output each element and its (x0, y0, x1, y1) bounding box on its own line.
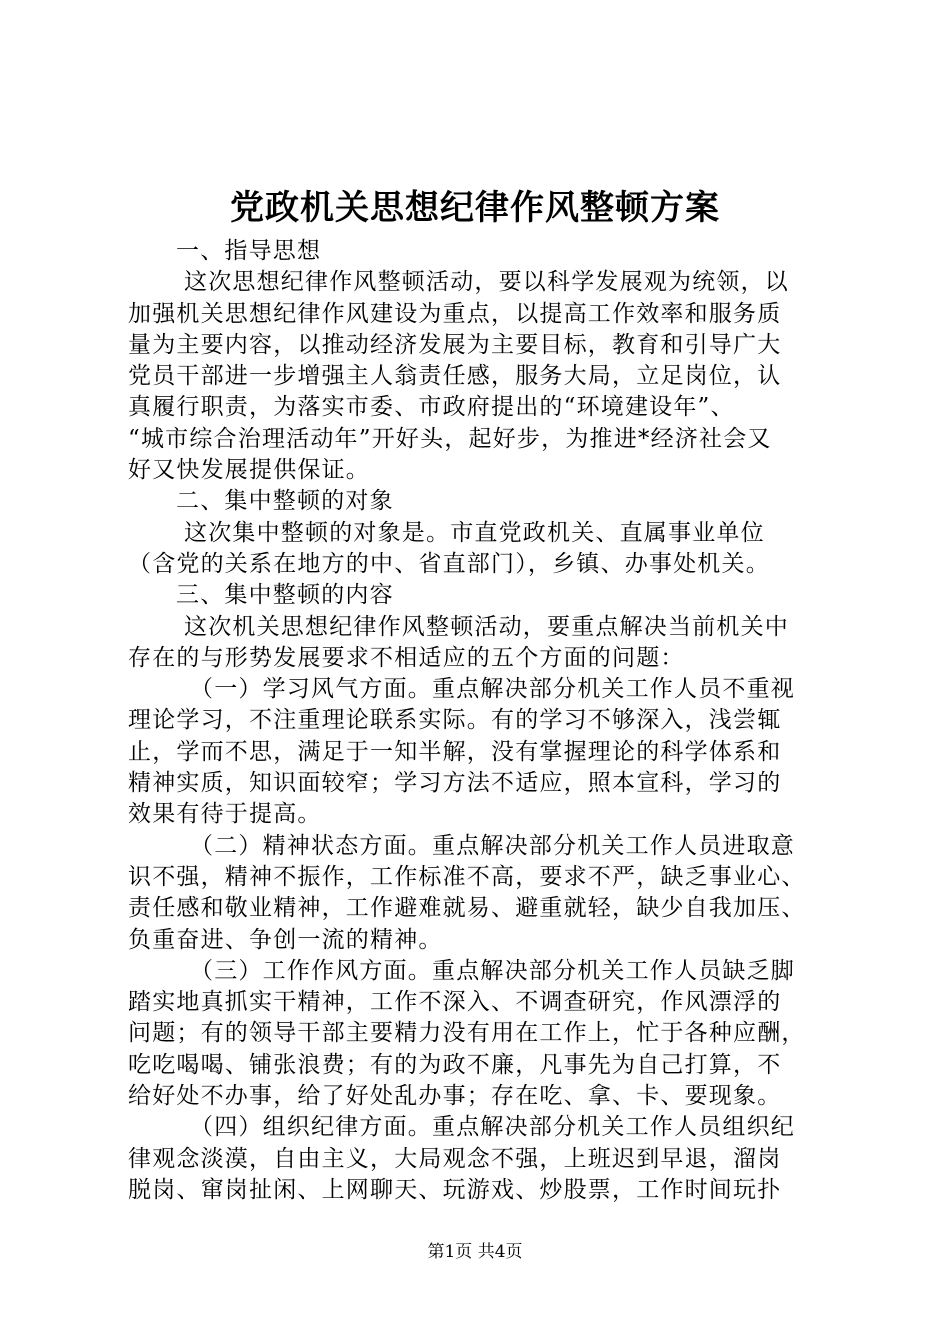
paragraph-line: 给好处不办事，给了好处乱办事；存在吃、拿、卡、要现象。 (128, 1083, 782, 1110)
paragraph-line: 这次思想纪律作风整顿活动，要以科学发展观为统领，以 (184, 269, 789, 296)
paragraph-line: 真履行职责，为落实市委、市政府提出的“环境建设年”、 (128, 394, 735, 421)
paragraph-line: 量为主要内容，以推动经济发展为主要目标，教育和引导广大 (128, 331, 782, 358)
paragraph-line: 效果有待于提高。 (128, 801, 322, 828)
paragraph-line: 负重奋进、争创一流的精神。 (128, 926, 443, 953)
page-footer: 第1页 共4页 (427, 1242, 523, 1262)
paragraph-line: “城市综合治理活动年”开好头，起好步，为推进*经济社会又 (128, 425, 772, 452)
paragraph-line: 识不强，精神不振作，工作标准不高，要求不严，缺乏事业心、 (128, 863, 806, 890)
paragraph-line: 吃吃喝喝、铺张浪费；有的为政不廉，凡事先为自己打算，不 (128, 1051, 782, 1078)
paragraph-line: 脱岗、窜岗扯闲、上网聊天、玩游戏、炒股票，工作时间玩扑 (128, 1176, 782, 1203)
paragraph-line: 止，学而不思，满足于一知半解，没有掌握理论的科学体系和 (128, 738, 782, 765)
paragraph-line: 精神实质，知识面较窄；学习方法不适应，照本宣科，学习的 (128, 770, 782, 797)
document-body (128, 236, 834, 1206)
section-heading: 二、集中整顿的对象 (176, 488, 394, 515)
paragraph-line: 踏实地真抓实干精神，工作不深入、不调查研究，作风漂浮的 (128, 989, 782, 1016)
paragraph-line: （一）学习风气方面。重点解决部分机关工作人员不重视 (190, 676, 795, 703)
paragraph-line: 加强机关思想纪律作风建设为重点，以提高工作效率和服务质 (128, 300, 782, 327)
section-heading: 一、指导思想 (176, 238, 322, 264)
paragraph-line: （三）工作作风方面。重点解决部分机关工作人员缺乏脚 (190, 957, 795, 984)
paragraph-line: 责任感和敬业精神，工作避难就易、避重就轻，缺少自我加压、 (128, 895, 806, 922)
paragraph-line: 这次机关思想纪律作风整顿活动，要重点解决当前机关中 (184, 613, 789, 640)
section-heading: 三、集中整顿的内容 (176, 582, 394, 609)
paragraph-line: （含党的关系在地方的中、省直部门），乡镇、办事处机关。 (128, 550, 770, 577)
paragraph-line: 这次集中整顿的对象是。市直党政机关、直属事业单位 (184, 519, 765, 546)
paragraph-line: 律观念淡漠，自由主义，大局观念不强，上班迟到早退，溜岗 (128, 1145, 782, 1172)
document-title: 党政机关思想纪律作风整顿方案 (230, 188, 720, 228)
paragraph-line: （四）组织纪律方面。重点解决部分机关工作人员组织纪 (190, 1114, 795, 1141)
paragraph-line: 问题；有的领导干部主要精力没有用在工作上，忙于各种应酬， (128, 1020, 806, 1047)
paragraph-line: 好又快发展提供保证。 (128, 457, 370, 484)
paragraph-line: 存在的与形势发展要求不相适应的五个方面的问题： (128, 644, 685, 671)
paragraph-line: 理论学习，不注重理论联系实际。有的学习不够深入，浅尝辄 (128, 707, 782, 734)
paragraph-line: （二）精神状态方面。重点解决部分机关工作人员进取意 (190, 832, 795, 859)
paragraph-line: 党员干部进一步增强主人翁责任感，服务大局，立足岗位，认 (128, 363, 782, 390)
